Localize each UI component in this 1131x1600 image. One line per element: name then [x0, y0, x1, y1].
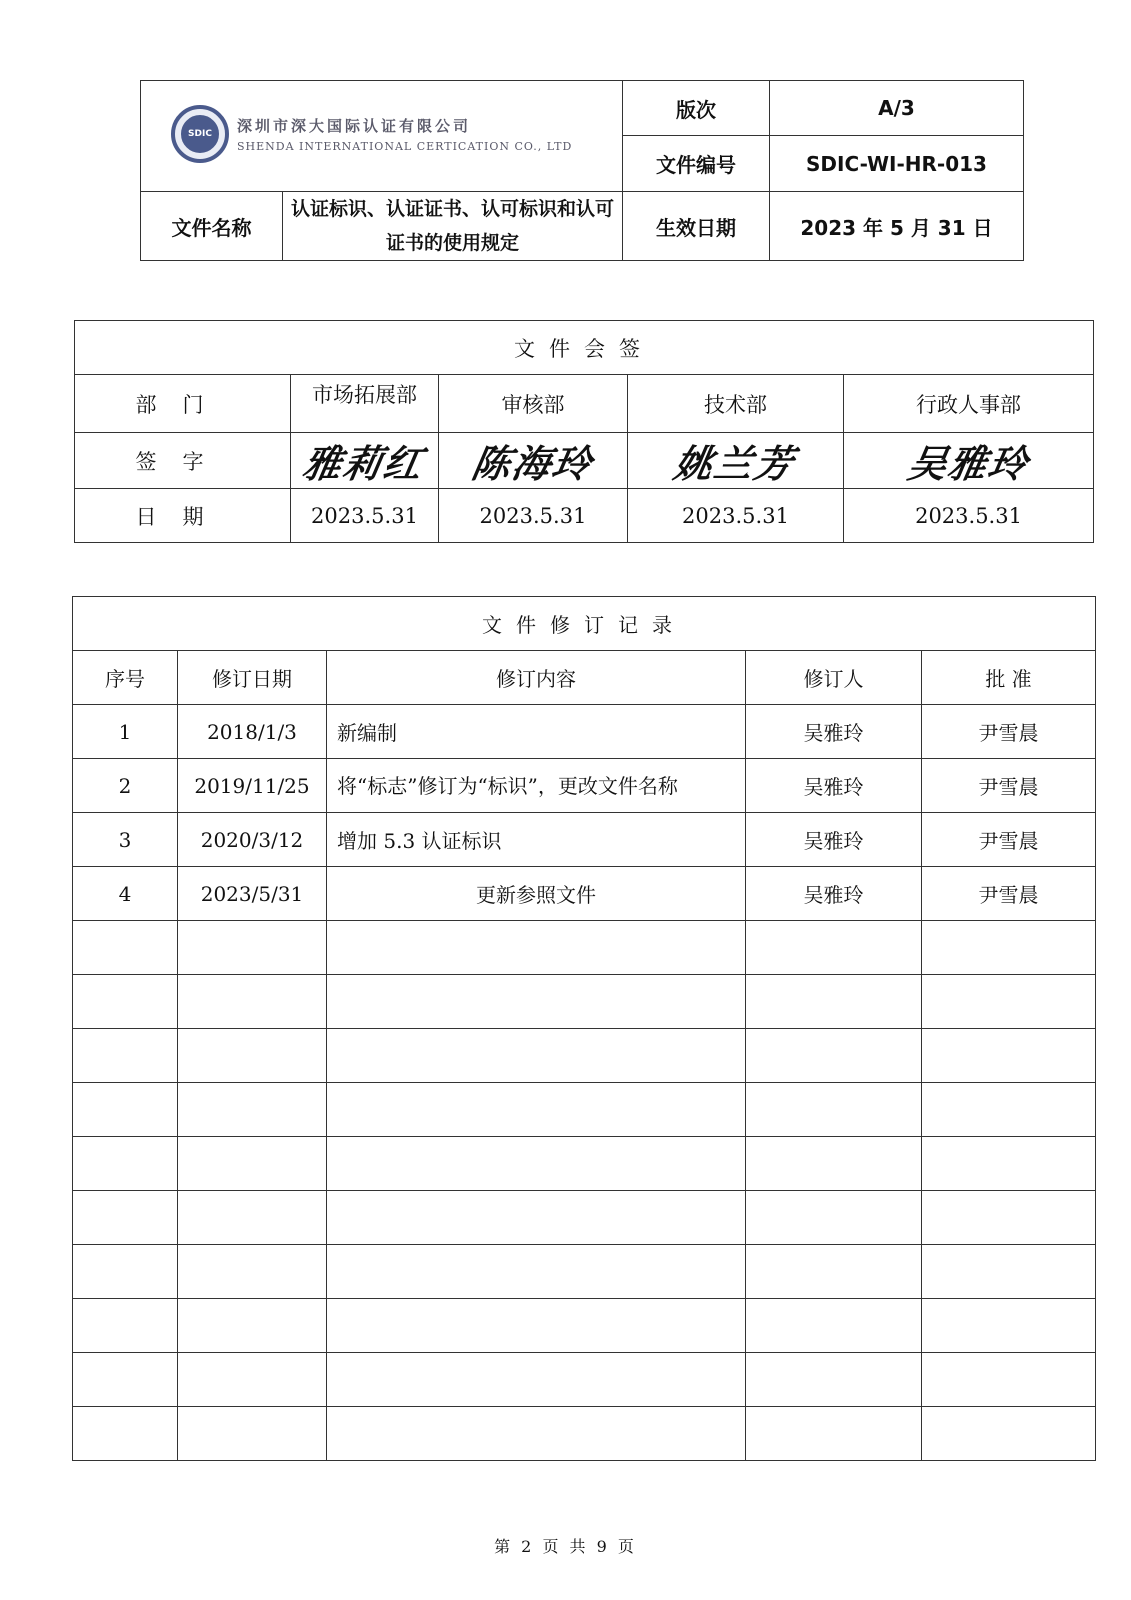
row-no: 3 [73, 813, 178, 867]
row-content: 增加 5.3 认证标识 [327, 813, 746, 867]
dept-cell: 审核部 [439, 375, 628, 433]
row-date: 2019/11/25 [178, 759, 327, 813]
dept-cell: 市场拓展部 [291, 375, 439, 433]
table-row [73, 813, 1096, 867]
header-date: 修订日期 [178, 651, 327, 705]
empty-row [73, 1353, 1096, 1407]
table-row [73, 867, 1096, 921]
seal-text: SDIC [181, 115, 219, 153]
row-approver: 尹雪晨 [922, 705, 1096, 759]
signature: 姚兰芳 [670, 441, 799, 486]
empty-row [73, 921, 1096, 975]
countersign-title: 文件会签 [75, 321, 1094, 375]
empty-row [73, 975, 1096, 1029]
signature-cell [628, 433, 844, 489]
company-logo [171, 105, 572, 163]
docno-value: SDIC-WI-HR-013 [770, 136, 1024, 192]
seal-icon [171, 105, 229, 163]
sign-label: 签字 [75, 433, 291, 489]
header-content: 修订内容 [327, 651, 746, 705]
version-value: A/3 [770, 81, 1024, 136]
row-approver: 尹雪晨 [922, 867, 1096, 921]
row-no: 4 [73, 867, 178, 921]
effective-value: 2023 年 5 月 31 日 [770, 192, 1024, 261]
signature: 陈海玲 [468, 441, 597, 486]
date-cell: 2023.5.31 [628, 489, 844, 543]
signature-cell [844, 433, 1094, 489]
effective-label: 生效日期 [623, 192, 770, 261]
empty-row [73, 1407, 1096, 1461]
document-header [140, 80, 1024, 261]
company-name-cn: 深圳市深大国际认证有限公司 [237, 117, 472, 135]
dept-label: 部门 [75, 375, 291, 433]
docname-value: 认证标识、认证证书、认可标识和认可证书的使用规定 [283, 192, 623, 261]
signature: 雅莉红 [299, 441, 428, 486]
row-content: 新编制 [327, 705, 746, 759]
table-row [73, 705, 1096, 759]
revision-table [72, 596, 1096, 1461]
row-content: 更新参照文件 [327, 867, 746, 921]
signature-cell [291, 433, 439, 489]
row-date: 2023/5/31 [178, 867, 327, 921]
row-approver: 尹雪晨 [922, 759, 1096, 813]
row-date: 2018/1/3 [178, 705, 327, 759]
signature: 吴雅玲 [904, 441, 1032, 486]
empty-row [73, 1299, 1096, 1353]
row-reviser: 吴雅玲 [746, 867, 922, 921]
row-content: 将“标志”修订为“标识”，更改文件名称 [327, 759, 746, 813]
date-cell: 2023.5.31 [844, 489, 1094, 543]
date-cell: 2023.5.31 [439, 489, 628, 543]
signature-cell [439, 433, 628, 489]
row-reviser: 吴雅玲 [746, 705, 922, 759]
date-label: 日期 [75, 489, 291, 543]
docname-label: 文件名称 [141, 192, 283, 261]
row-no: 2 [73, 759, 178, 813]
company-name-en: SHENDA INTERNATIONAL CERTICATION CO., LTD [237, 140, 573, 153]
dept-cell: 行政人事部 [844, 375, 1094, 433]
docno-label: 文件编号 [623, 136, 770, 192]
empty-row [73, 1191, 1096, 1245]
row-reviser: 吴雅玲 [746, 759, 922, 813]
company-logo-cell [141, 81, 623, 192]
empty-row [73, 1245, 1096, 1299]
version-label: 版次 [623, 81, 770, 136]
empty-row [73, 1137, 1096, 1191]
row-no: 1 [73, 705, 178, 759]
page-footer: 第 2 页 共 9 页 [494, 1537, 637, 1556]
revision-title: 文件修订记录 [73, 597, 1096, 651]
date-cell: 2023.5.31 [291, 489, 439, 543]
row-approver: 尹雪晨 [922, 813, 1096, 867]
countersign-table [74, 320, 1094, 543]
header-no: 序号 [73, 651, 178, 705]
empty-row [73, 1083, 1096, 1137]
row-reviser: 吴雅玲 [746, 813, 922, 867]
header-reviser: 修订人 [746, 651, 922, 705]
dept-cell: 技术部 [628, 375, 844, 433]
header-approver: 批 准 [922, 651, 1096, 705]
empty-row [73, 1029, 1096, 1083]
table-row [73, 759, 1096, 813]
row-date: 2020/3/12 [178, 813, 327, 867]
